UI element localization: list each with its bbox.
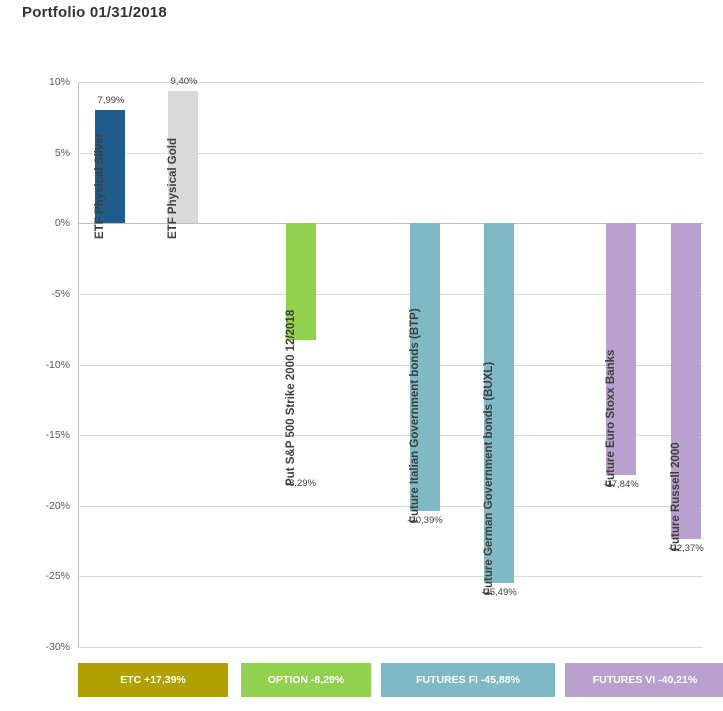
bar-category-label: Put S&P 500 Strike 2000 12/2018 xyxy=(285,309,297,486)
y-tick-label: 5% xyxy=(54,146,70,159)
bar-category-label: ETF Physical Silver xyxy=(94,132,106,239)
y-tick-label: -5% xyxy=(51,287,70,300)
y-tick-label: -25% xyxy=(45,570,70,583)
bar-value-label: 9,40% xyxy=(170,76,198,87)
y-tick-label: -30% xyxy=(45,641,70,653)
y-axis-labels xyxy=(26,76,70,653)
legend xyxy=(78,663,703,697)
gridline xyxy=(78,506,703,507)
y-tick-label: -20% xyxy=(45,499,70,512)
bar-value-label: -17,84% xyxy=(603,479,639,490)
bar-value-label: -22,37% xyxy=(668,543,704,554)
bar-value-label: -20,39% xyxy=(407,515,443,526)
legend-item-option[interactable] xyxy=(241,663,371,697)
y-tick-label: -10% xyxy=(45,358,70,371)
y-tick-label: 10% xyxy=(48,76,70,88)
legend-label: FUTURES FI -45,88% xyxy=(416,674,520,686)
legend-label: ETC +17,39% xyxy=(120,674,186,686)
legend-item-futures-fi[interactable] xyxy=(381,663,555,697)
y-tick-label: -15% xyxy=(45,429,70,442)
gridline xyxy=(78,576,703,577)
page-title: Portfolio 01/31/2018 xyxy=(22,4,167,21)
legend-item-futures-vi[interactable] xyxy=(565,663,723,697)
bar-value-label: -25,49% xyxy=(481,587,517,598)
gridline xyxy=(78,647,703,648)
y-tick-label: 0% xyxy=(54,217,70,230)
bar-category-label: Future Euro Stoxx Banks xyxy=(605,349,617,487)
bar-value-label: 7,99% xyxy=(97,95,125,106)
bar-category-label: Future Russell 2000 xyxy=(670,442,682,551)
bar-value-label: -8,29% xyxy=(285,478,317,489)
bar-category-label: ETF Physical Gold xyxy=(167,138,179,239)
bar-category-label: Future German Government bonds (BUXL) xyxy=(483,361,495,595)
plot-area xyxy=(78,76,704,647)
bar-category-label: Future Italian Government bonds (BTP) xyxy=(409,308,421,523)
legend-label: OPTION -8,29% xyxy=(267,674,345,686)
legend-label: FUTURES VI -40,21% xyxy=(592,674,698,686)
legend-item-etc[interactable] xyxy=(78,663,228,697)
